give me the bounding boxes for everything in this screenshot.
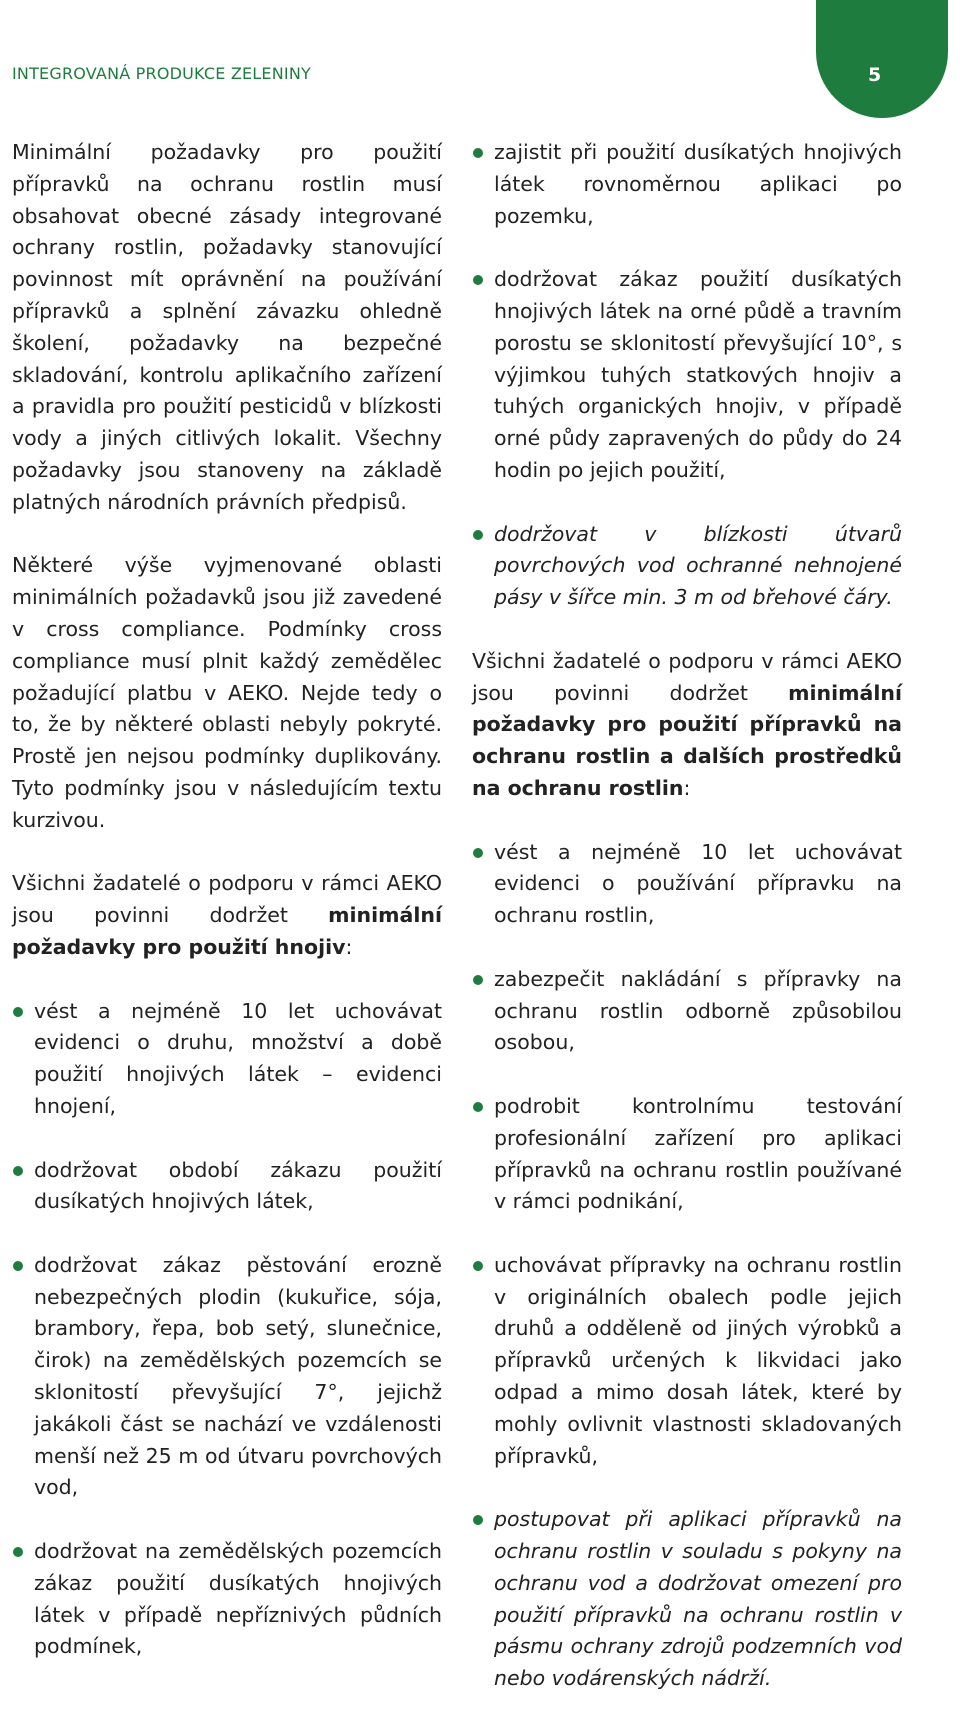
list-item: dodržovat v blízkosti útvarů povrchových vod ochranné nehnojené pásy v šířce min. 3 m od břehové čáry. xyxy=(472,519,902,614)
list-item: dodržovat zákaz použití dusíkatých hnojivých látek na orné půdě a travním porostu se sklonitostí převyšující 10°, s výjimkou tuhých statkových hnojiv a tuhých organických hnojiv, v případě orné půdy zapravených do půdy do 24 hodin po jejich použití, xyxy=(472,264,902,487)
bullet-icon xyxy=(473,1102,483,1112)
left-column xyxy=(12,137,442,1695)
bullet-icon xyxy=(13,1547,23,1557)
list-item: dodržovat období zákazu použití dusíkatých hnojivých látek, xyxy=(12,1155,442,1219)
list-item: postupovat při aplikaci přípravků na ochranu rostlin v souladu s pokyny na ochranu vod a dodržovat omezení pro použití přípravků na ochranu rostlin v pásmu ochrany zdrojů podzemních vod nebo vodárenských nádrží. xyxy=(472,1504,902,1695)
fertilizer-requirements-list-continued xyxy=(472,137,902,614)
list-item: zabezpečit nakládání s přípravky na ochranu rostlin odborně způsobilou osobou, xyxy=(472,964,902,1059)
fertilizer-requirements-bold: minimální požadavky pro použití hnojiv xyxy=(12,903,442,959)
intro-paragraph: Minimální požadavky pro použití přípravků na ochranu rostlin musí obsahovat obecné zásady integrované ochrany rostlin, požadavky stanovující povinnost mít oprávnění na používání přípravků a splnění závazku ohledně školení, požadavky na bezpečné skladování, kontrolu aplikačního zařízení a pravidla pro použití pesticidů v blízkosti vody a jiných citlivých lokalit. Všechny požadavky jsou stanoveny na základě platných národních právních předpisů. xyxy=(12,140,442,514)
bullet-icon xyxy=(473,1515,483,1525)
fertilizer-requirements-list xyxy=(12,996,442,1664)
fertilizer-requirements-paragraph: Všichni žadatelé o podporu v rámci AEKO jsou povinni dodržet minimální požadavky pro použití hnojiv: xyxy=(12,871,442,959)
bullet-icon xyxy=(473,148,483,158)
list-item: uchovávat přípravky na ochranu rostlin v originálních obalech podle jejich druhů a odděleně od jiných výrobků a přípravků určených k likvidaci jako odpad a mimo dosah látek, které by mohly ovlivnit vlastnosti skladovaných přípravků, xyxy=(472,1250,902,1473)
pesticide-requirements-paragraph: Všichni žadatelé o podporu v rámci AEKO jsou povinni dodržet minimální požadavky pro použití přípravků na ochranu rostlin a dalších prostředků na ochranu rostlin: xyxy=(472,648,902,800)
page-number: 5 xyxy=(868,64,882,86)
list-item: podrobit kontrolnímu testování profesionální zařízení pro aplikaci přípravků na ochranu rostlin používané v rámci podnikání, xyxy=(472,1091,902,1218)
list-item: dodržovat zákaz pěstování erozně nebezpečných plodin (kukuřice, sója, brambory, řepa, bob setý, slunečnice, čirok) na zemědělských pozemcích se sklonitostí převyšující 7°, jejichž jakákoli část se nachází ve vzdálenosti menší než 25 m od útvaru povrchových vod, xyxy=(12,1250,442,1504)
page-number-tab xyxy=(816,0,948,118)
bullet-icon xyxy=(473,530,483,540)
bullet-icon xyxy=(473,848,483,858)
list-item: vést a nejméně 10 let uchovávat evidenci o používání přípravku na ochranu rostlin, xyxy=(472,837,902,932)
cross-compliance-paragraph: Některé výše vyjmenované oblasti minimálních požadavků jsou již zavedené v cross compliance. Podmínky cross compliance musí plnit každý zemědělec požadující platbu v AEKO. Nejde tedy o to, že by některé oblasti nebyly pokryté. Prostě jen nejsou podmínky duplikovány. Tyto podmínky jsou v následujícím textu kurzivou. xyxy=(12,553,442,832)
list-item: zajistit při použití dusíkatých hnojivých látek rovnoměrnou aplikaci po pozemku, xyxy=(472,137,902,232)
pesticide-requirements-bold: minimální požadavky pro použití přípravků na ochranu rostlin a dalších prostředků na ochranu rostlin xyxy=(472,680,902,800)
bullet-icon xyxy=(13,1166,23,1176)
bullet-icon xyxy=(473,975,483,985)
bullet-icon xyxy=(13,1007,23,1017)
bullet-icon xyxy=(473,275,483,285)
list-item: dodržovat na zemědělských pozemcích zákaz použití dusíkatých hnojivých látek v případě nepříznivých půdních podmínek, xyxy=(12,1536,442,1663)
running-header: INTEGROVANÁ PRODUKCE ZELENINY xyxy=(12,64,311,83)
bullet-icon xyxy=(13,1261,23,1271)
pesticide-requirements-list xyxy=(472,837,902,1696)
bullet-icon xyxy=(473,1261,483,1271)
list-item: vést a nejméně 10 let uchovávat evidenci o druhu, množství a době použití hnojivých látek – evidenci hnojení, xyxy=(12,996,442,1123)
right-column xyxy=(472,137,902,1727)
